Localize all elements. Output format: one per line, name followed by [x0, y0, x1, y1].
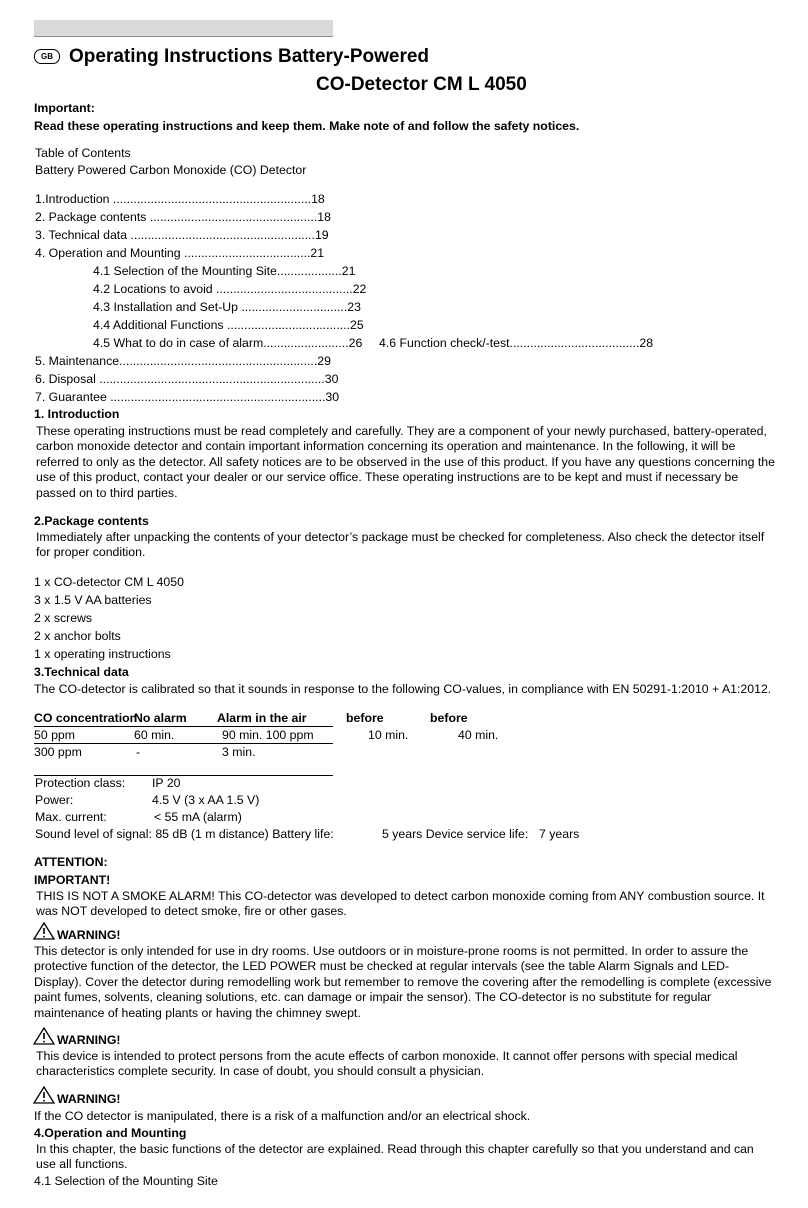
spec-label: Power:: [35, 793, 74, 807]
table-cell: 90 min. 100 ppm: [222, 728, 314, 742]
toc-item: 4.2 Locations to avoid ........................................22: [93, 282, 367, 296]
spec-label: Protection class:: [35, 776, 126, 790]
page-subtitle: CO-Detector CM L 4050: [316, 74, 527, 95]
table-cell: 50 ppm: [34, 728, 76, 742]
toc-item: 4. Operation and Mounting .....................................21: [35, 246, 325, 260]
important-heading-2: IMPORTANT!: [34, 873, 111, 887]
warning-icon: [33, 1027, 55, 1045]
package-text: Immediately after unpacking the contents of your detector’s package must be checked for completeness. Also check the detector itself for proper condition.: [36, 530, 765, 560]
toc-title: Table of Contents: [35, 146, 131, 160]
package-item: 3 x 1.5 V AA batteries: [34, 593, 152, 607]
toc-item: 4.6 Function check/-test......................................28: [379, 336, 654, 350]
table-cell: 40 min.: [458, 728, 499, 742]
table-cell: 10 min.: [368, 728, 409, 742]
table-cell: -: [136, 745, 141, 759]
warning-label: WARNING!: [57, 1033, 121, 1047]
page-title: Operating Instructions Battery-Powered: [69, 46, 430, 67]
language-badge: GB: [34, 49, 60, 64]
toc-subtitle: Battery Powered Carbon Monoxide (CO) Detector: [35, 163, 307, 177]
table-header-cell: before: [430, 711, 468, 725]
section-heading-technical: 3.Technical data: [34, 665, 129, 679]
section-heading-package: 2.Package contents: [34, 514, 149, 528]
warning-text: This device is intended to protect persons from the acute effects of carbon monoxide. It cannot offer persons with special medical characteristics complete security. In case of doubt, you should consult a physician.: [36, 1049, 738, 1079]
spec-battery-life: 5 years Device service life:: [382, 827, 529, 841]
toc-item: 2. Package contents .................................................18: [35, 210, 331, 224]
package-item: 1 x operating instructions: [34, 647, 171, 661]
package-item: 2 x screws: [34, 611, 93, 625]
toc-item: 1.Introduction ..........................................................18: [35, 192, 325, 206]
attention-heading: ATTENTION:: [34, 855, 108, 869]
operation-text: In this chapter, the basic functions of the detector are explained. Read through this chapter carefully so that you understand and can use all functions.: [36, 1142, 754, 1172]
spec-sound-level: Sound level of signal: 85 dB (1 m distance) Battery life:: [35, 827, 334, 841]
warning-text: If the CO detector is manipulated, there is a risk of a malfunction and/or an electrical shock.: [34, 1109, 531, 1123]
attention-text: THIS IS NOT A SMOKE ALARM! This CO-detector was developed to detect carbon monoxide coming from ANY combustion source. It was NOT developed to detect smoke, fire or other gases.: [36, 889, 765, 919]
introduction-text: These operating instructions must be read completely and carefully. They are a component of your newly purchased, battery-operated, carbon monoxide detector and contain important information concerning its operation and maintenance. In the following, it will be referred to only as the detector. All safety notices are to be observed in the use of this product. If you have any questions concerning the use of this product, contact your dealer or our service office. These operating instructions are to be kept and must if necessary be passed on to third parties.: [36, 424, 775, 500]
toc-item: 4.3 Installation and Set-Up ...............................23: [93, 300, 361, 314]
spec-value: IP 20: [152, 776, 181, 790]
table-header-cell: No alarm: [134, 711, 187, 725]
important-heading: Important:: [34, 101, 95, 115]
spec-service-life: 7 years: [539, 827, 580, 841]
toc-item: 4.5 What to do in case of alarm.........................26: [93, 336, 363, 350]
important-text: Read these operating instructions and keep them. Make note of and follow the safety notices.: [34, 119, 580, 133]
header-bar: [34, 20, 333, 37]
section-heading-operation: 4.Operation and Mounting: [34, 1126, 187, 1140]
package-item: 1 x CO-detector CM L 4050: [34, 575, 184, 589]
spec-label: Max. current:: [35, 810, 107, 824]
toc-item: 4.4 Additional Functions ....................................25: [93, 318, 364, 332]
toc-item: 4.1 Selection of the Mounting Site...................21: [93, 264, 356, 278]
section-heading-introduction: 1. Introduction: [34, 407, 120, 421]
warning-label: WARNING!: [57, 1092, 121, 1106]
toc-item: 5. Maintenance..........................................................29: [35, 354, 331, 368]
spec-value: 4.5 V (3 x AA 1.5 V): [152, 793, 260, 807]
technical-text: The CO-detector is calibrated so that it sounds in response to the following CO-values, in compliance with EN 50291-1:2010 + A1:2012.: [34, 682, 772, 696]
subsection-heading: 4.1 Selection of the Mounting Site: [34, 1174, 218, 1188]
table-cell: 300 ppm: [34, 745, 82, 759]
toc-item: 6. Disposal ..................................................................30: [35, 372, 339, 386]
table-header-cell: Alarm in the air: [217, 711, 307, 725]
package-item: 2 x anchor bolts: [34, 629, 121, 643]
spec-value: < 55 mA (alarm): [154, 810, 242, 824]
toc-item: 7. Guarantee ...............................................................30: [35, 390, 340, 404]
warning-text: This detector is only intended for use in dry rooms. Use outdoors or in moisture-prone rooms is not permitted. In order to assure the protective function of the detector, the LED POWER must be checked at regular intervals (see the table Alarm Signals and LED-Display). Cover the detector during remodelling work but remember to remove the covering after the remodelling is complete (excessive paint fumes, solvents, cleaning solutions, etc. can damage or impair the sensor). The CO-detector is no substitute for regular maintenance of heating plants or having the chimney swept.: [34, 944, 772, 1020]
table-cell: 60 min.: [134, 728, 175, 742]
table-cell: 3 min.: [222, 745, 256, 759]
table-header-cell: CO concentration: [34, 711, 138, 725]
toc-item: 3. Technical data ......................................................19: [35, 228, 329, 242]
table-header-cell: before: [346, 711, 384, 725]
warning-icon: [33, 922, 55, 940]
warning-label: WARNING!: [57, 928, 121, 942]
warning-icon: [33, 1086, 55, 1104]
